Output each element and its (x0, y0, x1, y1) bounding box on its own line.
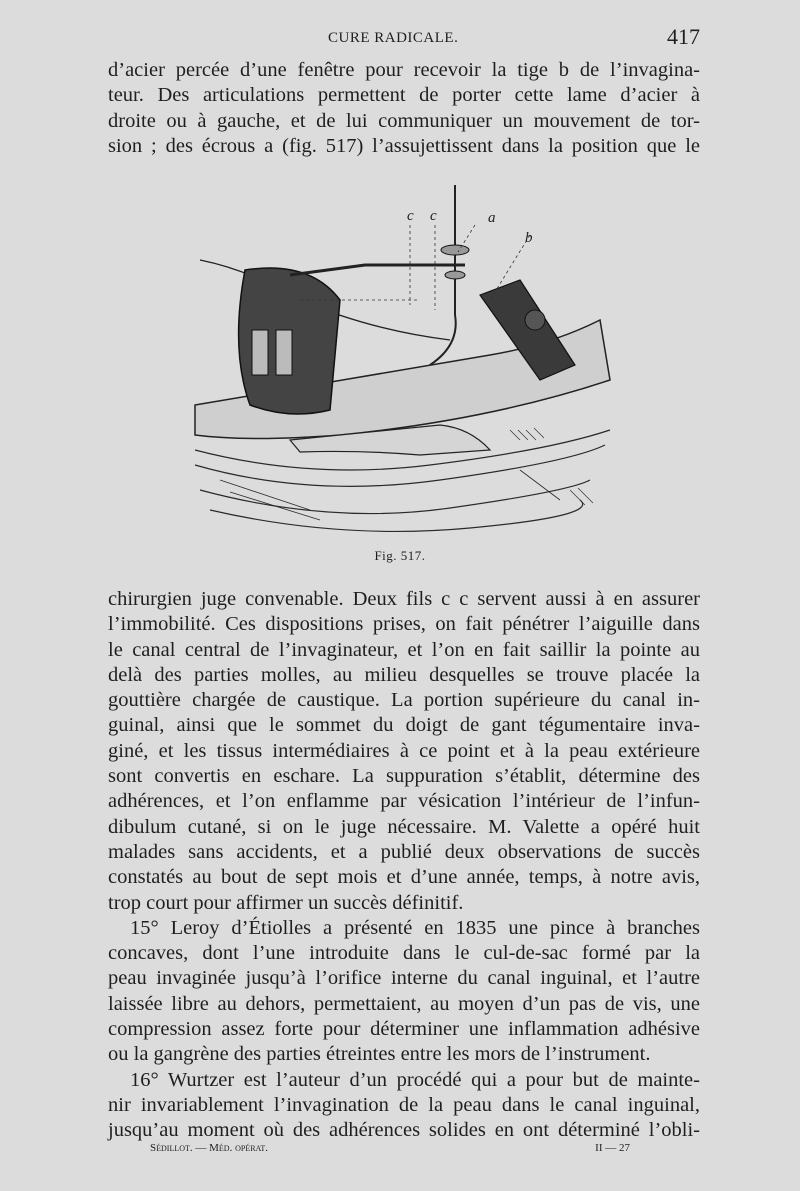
engraving-figure (190, 180, 620, 540)
text-line: constatés au bout de sept mois et d’une année, temps, à notre avis, (108, 866, 700, 889)
text-line: malades sans accidents, et a publié deux observations de succès (108, 840, 700, 863)
text-line: d’acier percée d’une fenêtre pour recevoir la tige b de l’invagina- (108, 59, 700, 81)
top-paragraph (108, 58, 700, 159)
text-line: giné, et les tissus intermédiaires à ce point et à la peau extérieure (108, 739, 700, 762)
text-line: compression assez forte pour déterminer une inflammation adhésive (108, 1018, 700, 1041)
text-line: delà des parties molles, au milieu desquelles se trouve placée la (108, 663, 700, 686)
text-line: guinal, ainsi que le sommet du doigt de gant tégumentaire inva- (108, 714, 700, 737)
text-line: l’immobilité. Ces dispositions prises, on fait pénétrer l’aiguille dans (108, 613, 700, 636)
text-line: ou la gangrène des parties étreintes entre les mors de l’instrument. (108, 1043, 651, 1066)
text-line: chirurgien juge convenable. Deux fils c c servent aussi à en assurer (108, 588, 700, 610)
text-line: dibulum cutané, si on le juge nécessaire. M. Valette a opéré huit (108, 815, 700, 838)
figure-label-a: a (488, 210, 496, 226)
page-number: 417 (667, 24, 700, 49)
text-line: droite ou à gauche, et de lui communiquer un mouvement de tor- (108, 109, 700, 132)
surgical-illustration (190, 180, 620, 540)
text-line: adhérences, et l’on enflamme par vésication l’intérieur de l’infun- (108, 790, 700, 813)
main-text (108, 587, 700, 1144)
footer-sheet-mark: II — 27 (595, 1142, 630, 1154)
text-line: sont convertis en eschare. La suppuration s’établit, détermine des (108, 765, 700, 788)
text-line: 15° Leroy d’Étiolles a présenté en 1835 une pince à branches (130, 916, 700, 939)
text-line: nir invariablement l’invagination de la peau dans le canal inguinal, (108, 1093, 700, 1116)
text-line: le canal central de l’invaginateur, et l’on en fait saillir la pointe au (108, 638, 700, 661)
footer-signature: Sédillot. — Méd. opérat. (150, 1142, 269, 1154)
running-head: CURE RADICALE. (328, 30, 459, 46)
figure-label-c1: c (407, 208, 414, 224)
text-line: laissée libre au dehors, permettaient, au moyen d’un pas de vis, une (108, 992, 700, 1015)
text-line: concaves, dont l’une introduite dans le cul-de-sac formé par la (108, 942, 700, 965)
figure-label-b: b (525, 230, 533, 246)
text-line: 16° Wurtzer est l’auteur d’un procédé qui a pour but de mainte- (130, 1068, 700, 1091)
text-line: jusqu’au moment où des adhérences solides en ont déterminé l’obli- (108, 1119, 700, 1142)
text-line: gouttière chargée de caustique. La portion supérieure du canal in- (108, 689, 700, 712)
text-line: peau invaginée jusqu’à l’orifice interne du canal inguinal, et l’autre (108, 967, 700, 990)
text-line: sion ; des écrous a (fig. 517) l’assujettissent dans la position que le (108, 134, 700, 157)
page-header (108, 26, 700, 54)
figure-label-c2: c (430, 208, 437, 224)
page-footer (150, 1142, 630, 1162)
text-line: trop court pour affirmer un succès définitif. (108, 891, 464, 914)
figure-caption: Fig. 517. (374, 548, 426, 563)
text-line: teur. Des articulations permettent de porter cette lame d’acier à (108, 84, 700, 107)
